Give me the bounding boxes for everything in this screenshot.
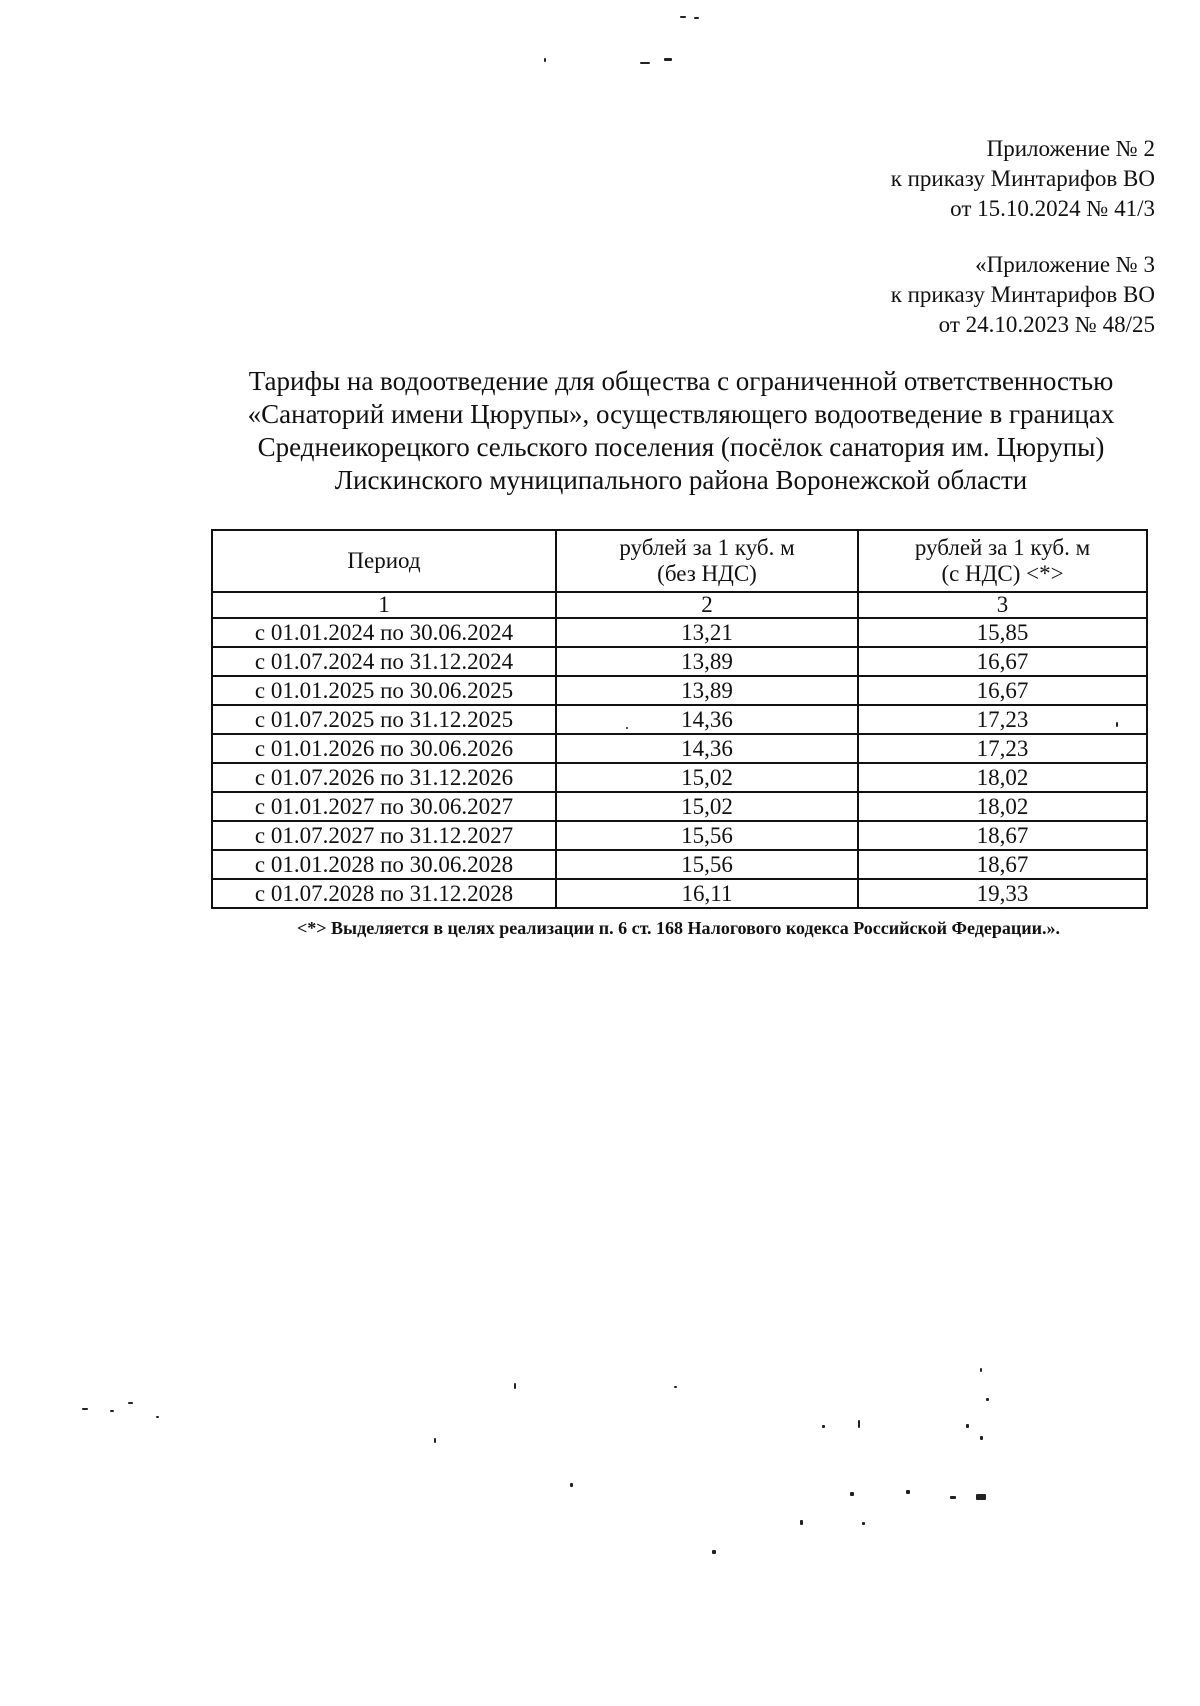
column-number: 2 <box>556 592 858 618</box>
cell-period: с 01.01.2026 по 30.06.2026 <box>212 734 556 763</box>
cell-period: с 01.07.2024 по 31.12.2024 <box>212 647 556 676</box>
table-row <box>212 676 1147 705</box>
appendix-reference-current <box>891 134 1155 224</box>
cell-period: с 01.01.2027 по 30.06.2027 <box>212 792 556 821</box>
cell-price-without-vat: 13,21 <box>556 618 858 647</box>
cell-price-with-vat: 18,67 <box>858 850 1147 879</box>
table-row <box>212 879 1147 908</box>
title-line: Среднеикорецкого сельского поселения (посёлок санатория им. Цюрупы) <box>257 432 1105 462</box>
column-number: 1 <box>212 592 556 618</box>
cell-price-with-vat: 18,67 <box>858 821 1147 850</box>
cell-price-without-vat: 15,02 <box>556 792 858 821</box>
appendix-line: к приказу Минтарифов ВО <box>890 282 1155 307</box>
title-line: Лискинского муниципального района Воронежской области <box>334 465 1028 495</box>
cell-price-without-vat: 13,89 <box>556 676 858 705</box>
header-price-without-vat <box>556 530 858 592</box>
table-row <box>212 705 1147 734</box>
table-row <box>212 821 1147 850</box>
cell-price-without-vat: 14,36 <box>556 705 858 734</box>
cell-price-with-vat: 17,23 <box>858 705 1147 734</box>
cell-price-without-vat: 13,89 <box>556 647 858 676</box>
column-number: 3 <box>858 592 1147 618</box>
appendix-reference-quoted <box>891 250 1155 340</box>
cell-price-without-vat: 14,36 <box>556 734 858 763</box>
cell-price-with-vat: 16,67 <box>858 676 1147 705</box>
column-number-row <box>212 592 1147 618</box>
tariff-table <box>211 529 1148 909</box>
appendix-line: от 15.10.2024 № 41/3 <box>950 196 1155 221</box>
table-row <box>212 618 1147 647</box>
header-label: (без НДС) <box>657 561 757 586</box>
cell-period: с 01.01.2024 по 30.06.2024 <box>212 618 556 647</box>
table-row <box>212 734 1147 763</box>
cell-price-with-vat: 18,02 <box>858 763 1147 792</box>
cell-period: с 01.07.2027 по 31.12.2027 <box>212 821 556 850</box>
header-period <box>212 530 556 592</box>
cell-price-with-vat: 19,33 <box>858 879 1147 908</box>
cell-period: с 01.01.2028 по 30.06.2028 <box>212 850 556 879</box>
title-line: Тарифы на водоотведение для общества с ограниченной ответственностью <box>248 366 1114 396</box>
header-label: рублей за 1 куб. м <box>619 535 795 560</box>
header-label: (с НДС) <*> <box>941 561 1064 586</box>
table-header-row <box>212 530 1147 592</box>
table-row <box>212 792 1147 821</box>
appendix-line: Приложение № 2 <box>986 136 1155 161</box>
cell-price-with-vat: 15,85 <box>858 618 1147 647</box>
cell-price-with-vat: 16,67 <box>858 647 1147 676</box>
cell-price-with-vat: 17,23 <box>858 734 1147 763</box>
header-label: Период <box>347 548 421 573</box>
document-title <box>210 365 1152 497</box>
cell-period: с 01.01.2025 по 30.06.2025 <box>212 676 556 705</box>
header-label: рублей за 1 куб. м <box>914 535 1091 560</box>
cell-period: с 01.07.2028 по 31.12.2028 <box>212 879 556 908</box>
cell-price-with-vat: 18,02 <box>858 792 1147 821</box>
cell-price-without-vat: 15,56 <box>556 821 858 850</box>
table-row <box>212 647 1147 676</box>
title-line: «Санаторий имени Цюрупы», осуществляющего водоотведение в границах <box>247 399 1115 429</box>
vat-footnote: <*> Выделяется в целях реализации п. 6 ст. 168 Налогового кодекса Российской Федерации.». <box>297 918 1060 938</box>
cell-price-without-vat: 16,11 <box>556 879 858 908</box>
cell-price-without-vat: 15,02 <box>556 763 858 792</box>
appendix-line: к приказу Минтарифов ВО <box>890 166 1155 191</box>
header-price-with-vat <box>858 530 1147 592</box>
cell-period: с 01.07.2025 по 31.12.2025 <box>212 705 556 734</box>
appendix-line: «Приложение № 3 <box>975 252 1155 277</box>
table-row <box>212 850 1147 879</box>
cell-price-without-vat: 15,56 <box>556 850 858 879</box>
appendix-line: от 24.10.2023 № 48/25 <box>938 312 1155 337</box>
cell-period: с 01.07.2026 по 31.12.2026 <box>212 763 556 792</box>
table-row <box>212 763 1147 792</box>
